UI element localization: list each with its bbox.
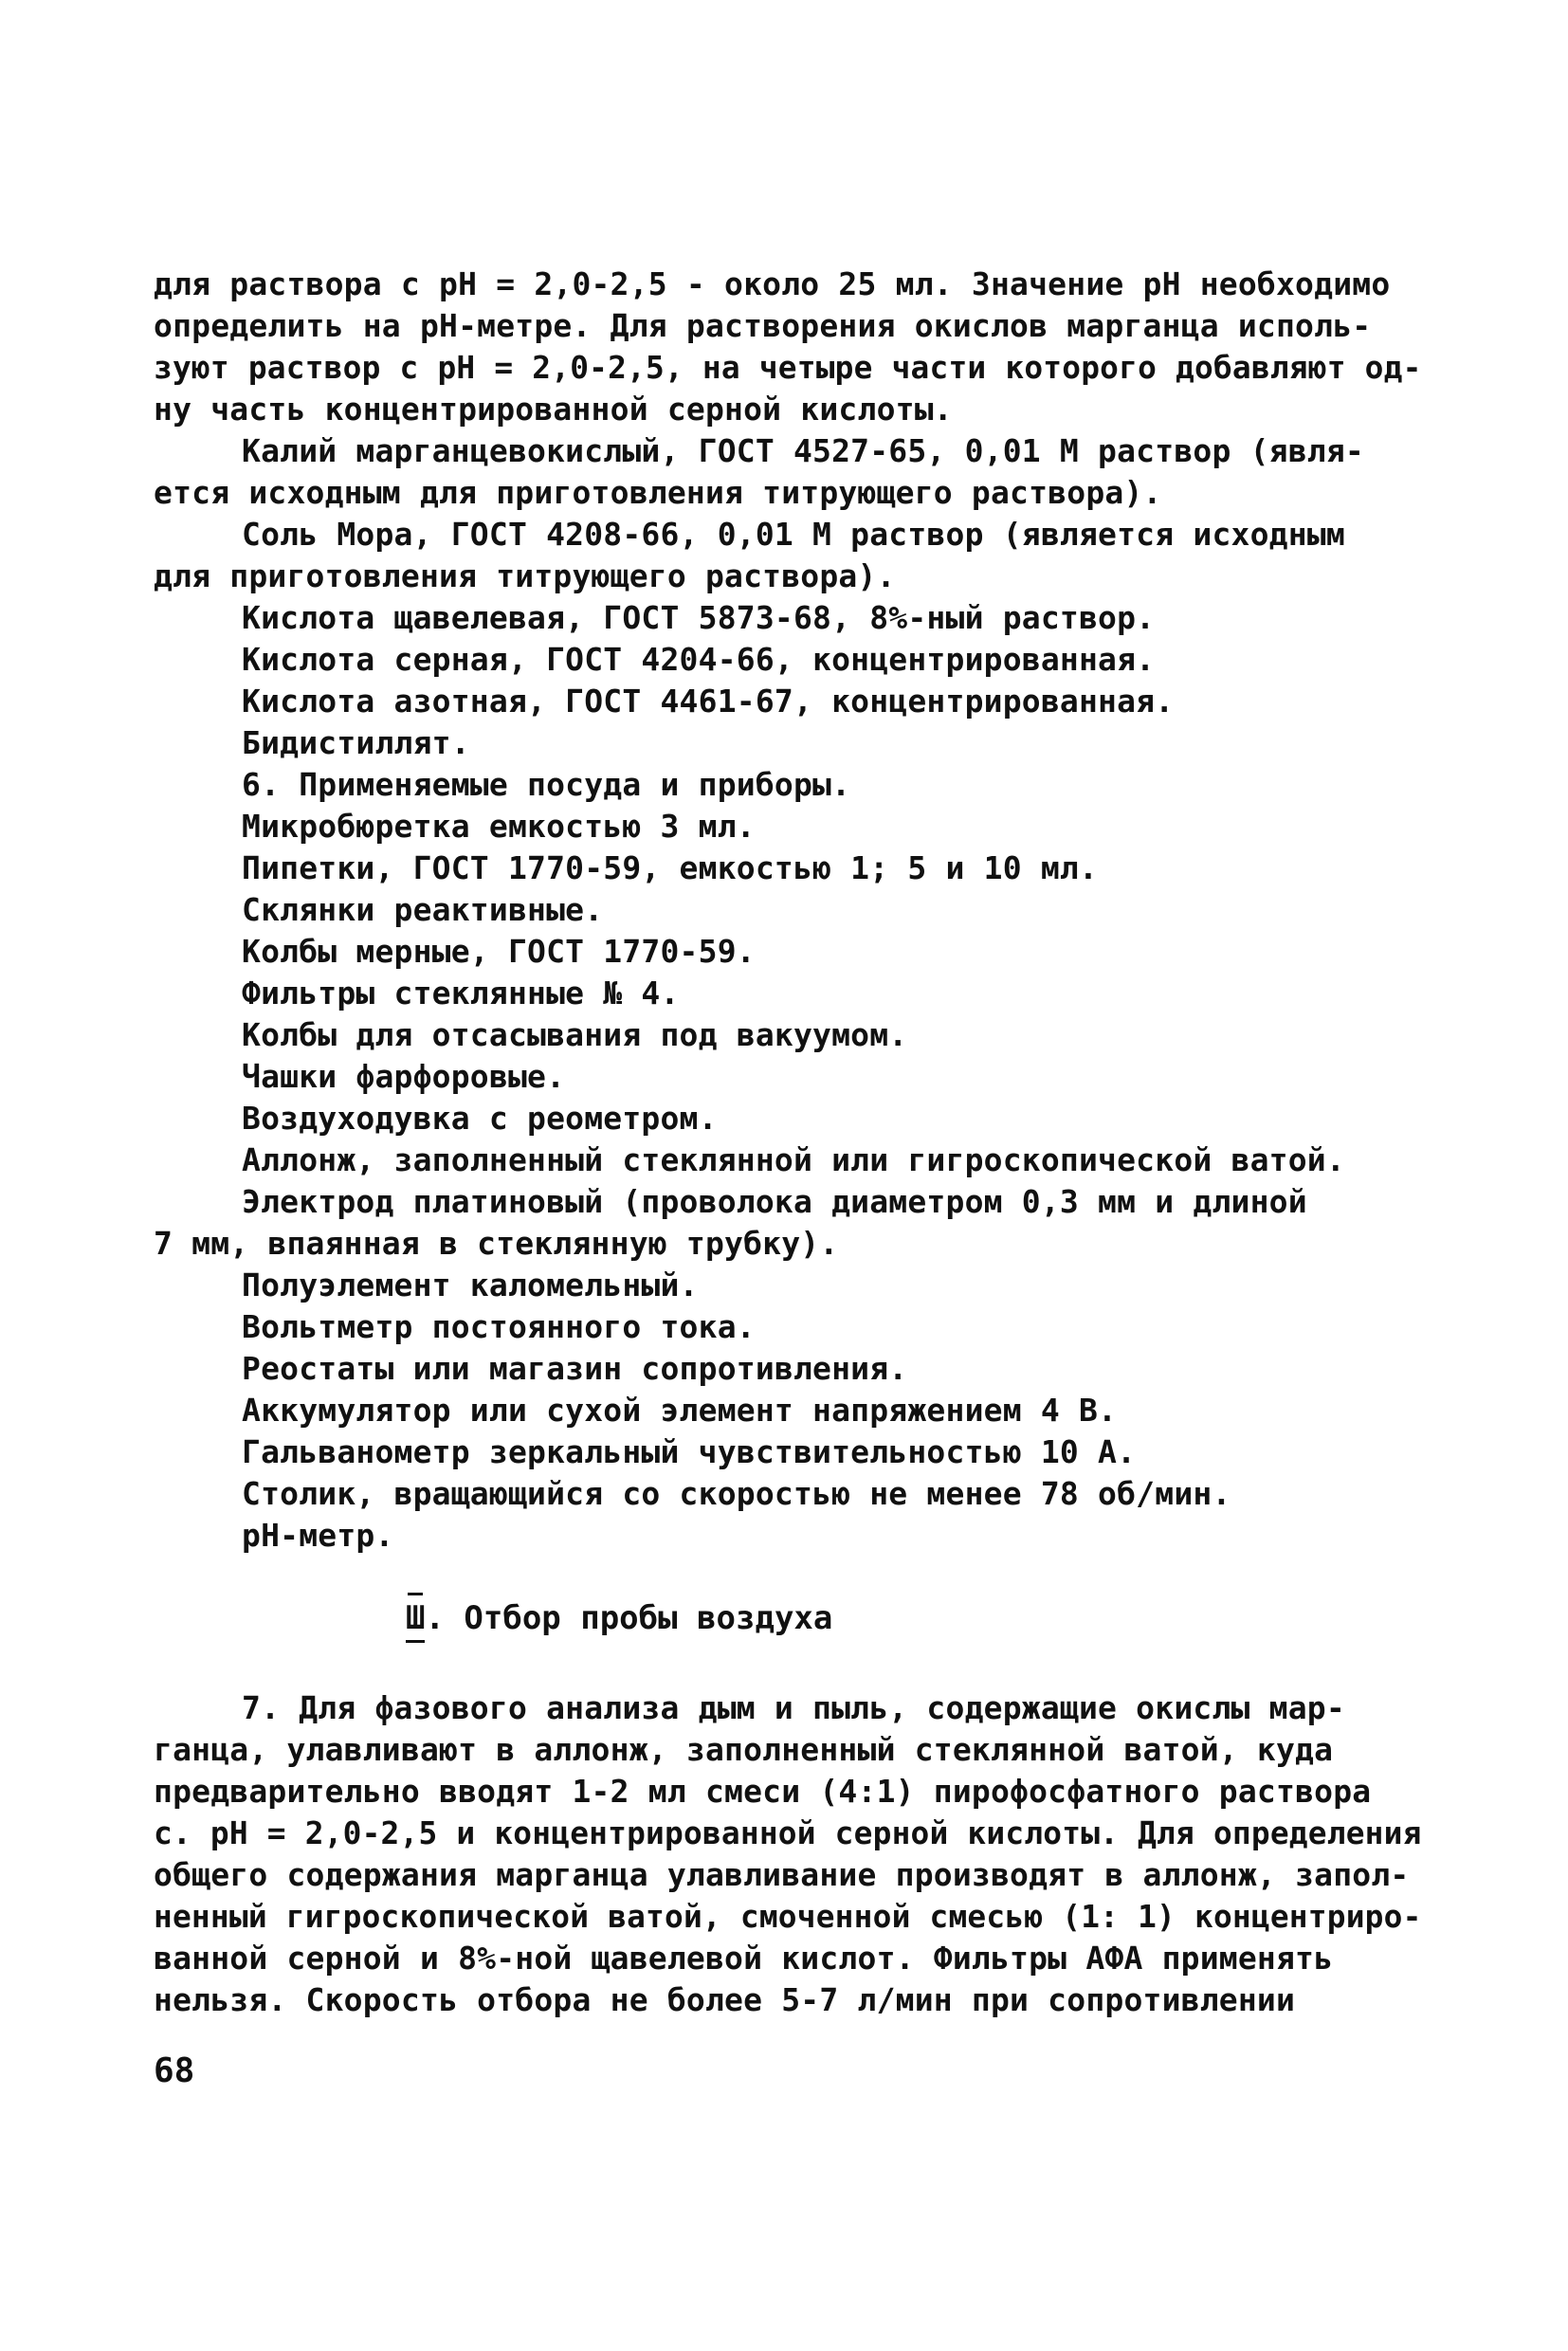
text-line: Реостаты или магазин сопротивления. bbox=[242, 1350, 908, 1387]
text-line: Столик, вращающийся со скоростью не менее 78 об/мин. bbox=[242, 1475, 1231, 1512]
text-line: ненный гигроскопической ватой, смоченной смесью (1: 1) концентриро- bbox=[154, 1898, 1422, 1935]
text-line: для раствора с pH = 2,0-2,5 - около 25 мл. Значение pH необходимо bbox=[154, 265, 1391, 302]
section-numeral: Ш bbox=[406, 1596, 425, 1643]
text-line: 7. Для фазового анализа дым и пыль, содержащие окислы мар- bbox=[242, 1689, 1345, 1726]
text-line: Соль Мора, ГОСТ 4208-66, 0,01 М раствор (является исходным bbox=[242, 516, 1345, 553]
text-line: ется исходным для приготовления титрующего раствора). bbox=[154, 474, 1162, 511]
section-heading bbox=[406, 1596, 832, 1643]
text-line: Колбы мерные, ГОСТ 1770-59. bbox=[242, 933, 756, 970]
section-title: . Отбор пробы воздуха bbox=[425, 1599, 833, 1637]
text-line: общего содержания марганца улавливание производят в аллонж, запол- bbox=[154, 1856, 1410, 1893]
text-line: Вольтметр постоянного тока. bbox=[242, 1308, 756, 1345]
text-line: Микробюретка емкостью 3 мл. bbox=[242, 808, 756, 845]
text-line: Чашки фарфоровые. bbox=[242, 1058, 566, 1095]
text-line: Пипетки, ГОСТ 1770-59, емкостью 1; 5 и 10 мл. bbox=[242, 849, 1099, 886]
text-line: зуют раствор с pH = 2,0-2,5, на четыре части которого добавляют од- bbox=[154, 349, 1422, 386]
text-line: нельзя. Скорость отбора не более 5-7 л/мин при сопротивлении bbox=[154, 1981, 1296, 2018]
text-line: 7 мм, впаянная в стеклянную трубку). bbox=[154, 1225, 839, 1262]
text-line: Гальванометр зеркальный чувствительностью 10 А. bbox=[242, 1433, 1137, 1470]
text-line: для приготовления титрующего раствора). bbox=[154, 557, 896, 594]
text-line: Электрод платиновый (проволока диаметром 0,3 мм и длиной bbox=[242, 1183, 1307, 1220]
text-line: Аллонж, заполненный стеклянной или гигроскопической ватой. bbox=[242, 1141, 1345, 1178]
text-line: Кислота азотная, ГОСТ 4461-67, концентрированная. bbox=[242, 683, 1175, 720]
text-line: предварительно вводят 1-2 мл смеси (4:1) пирофосфатного раствора bbox=[154, 1773, 1372, 1810]
text-line: pH-метр. bbox=[242, 1517, 394, 1554]
text-line: Склянки реактивные. bbox=[242, 891, 604, 928]
text-line: ванной серной и 8%-ной щавелевой кислот. Фильтры АФА применять bbox=[154, 1940, 1334, 1977]
text-line: Кислота серная, ГОСТ 4204-66, концентрированная. bbox=[242, 641, 1156, 678]
subsection-title: 6. Применяемые посуда и приборы. bbox=[242, 766, 851, 803]
text-line: Кислота щавелевая, ГОСТ 5873-68, 8%-ный раствор. bbox=[242, 599, 1156, 636]
text-line: Аккумулятор или сухой элемент напряжением 4 В. bbox=[242, 1392, 1118, 1429]
text-line: ганца, улавливают в аллонж, заполненный стеклянной ватой, куда bbox=[154, 1731, 1334, 1768]
text-line: Калий марганцевокислый, ГОСТ 4527-65, 0,01 М раствор (явля- bbox=[242, 432, 1364, 469]
text-line: Полуэлемент каломельный. bbox=[242, 1267, 699, 1303]
text-line: Фильтры стеклянные № 4. bbox=[242, 975, 680, 1011]
text-line: Колбы для отсасывания под вакуумом. bbox=[242, 1016, 908, 1053]
text-line: с. pH = 2,0-2,5 и концентрированной серной кислоты. Для определения bbox=[154, 1814, 1422, 1851]
text-line: ну часть концентрированной серной кислоты. bbox=[154, 391, 953, 428]
text-line: Бидистиллят. bbox=[242, 724, 470, 761]
text-line: определить на pH-метре. Для растворения окислов марганца исполь- bbox=[154, 307, 1372, 344]
text-line: Воздуходувка с реометром. bbox=[242, 1100, 718, 1137]
page-number: 68 bbox=[154, 2051, 195, 2090]
